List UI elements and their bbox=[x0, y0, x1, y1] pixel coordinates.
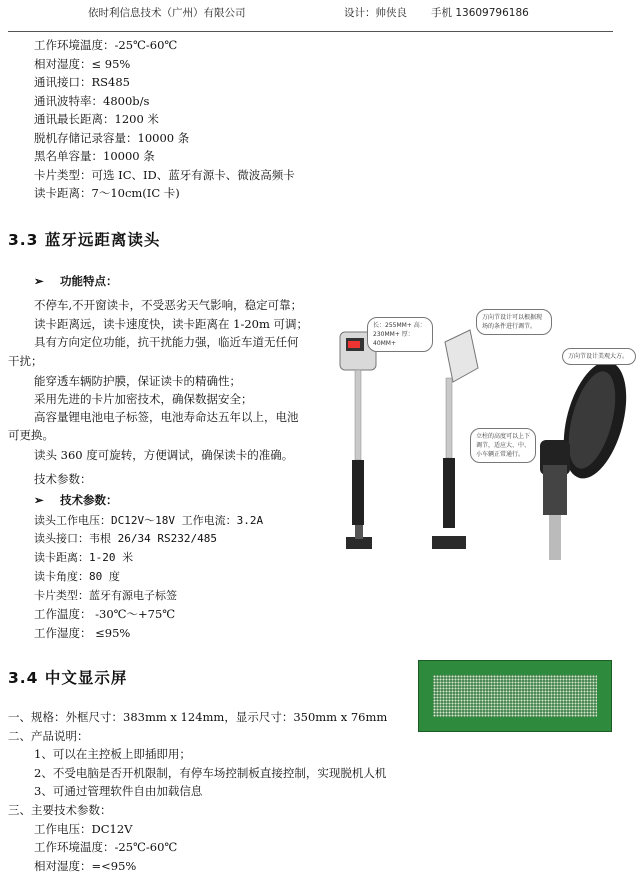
spec-line: 脱机存储记录容量：10000 条 bbox=[34, 131, 190, 145]
display-spec-line: 3、可通过管理软件自由加载信息 bbox=[34, 784, 203, 798]
spec-line: 通讯接口：RS485 bbox=[34, 75, 130, 89]
lcd-dot-matrix bbox=[433, 675, 597, 717]
spec-line: 通讯最长距离：1200 米 bbox=[34, 112, 159, 126]
spec-line: 读卡距离：7～10cm(IC 卡) bbox=[34, 186, 180, 200]
feature-line: 可更换。 bbox=[8, 428, 54, 442]
params-heading bbox=[34, 492, 118, 508]
lcd-display-photo bbox=[418, 660, 612, 732]
feature-line: 能穿透车辆防护膜，保证读卡的精确性； bbox=[34, 374, 241, 388]
feature-line: 高容量锂电池电子标签，电池寿命达五年以上，电池 bbox=[34, 410, 299, 424]
callout-size: 长：255MM+ 高：230MM+ 厚：40MM+ bbox=[367, 317, 433, 352]
feature-line: 采用先进的卡片加密技术，确保数据安全； bbox=[34, 392, 253, 406]
display-spec-line: 相对湿度：=<95% bbox=[34, 859, 137, 873]
param-line: 卡片类型：蓝牙有源电子标签 bbox=[34, 589, 177, 602]
params-title: 技术参数： bbox=[60, 493, 118, 507]
spec-line: 工作环境温度：-25℃-60℃ bbox=[34, 38, 178, 52]
feature-line: 干扰； bbox=[8, 354, 43, 368]
feature-line: 技术参数： bbox=[34, 472, 92, 486]
callout-angle: 万向节设计可以根据现场的条件进行调节。 bbox=[476, 309, 552, 335]
feature-line: 不停车,不开窗读卡，不受恶劣天气影响，稳定可靠； bbox=[34, 298, 303, 312]
features-heading bbox=[34, 273, 118, 289]
header-designer: 设计：帅侠良 bbox=[344, 7, 407, 19]
display-spec-line: 三、主要技术参数： bbox=[8, 803, 112, 817]
display-spec-line: 2、不受电脑是否开机限制，有停车场控制板直接控制，实现脱机人机 bbox=[34, 766, 387, 780]
spec-line: 黑名单容量：10000 条 bbox=[34, 149, 155, 163]
display-spec-line: 一、规格：外框尺寸：383mm x 124mm，显示尺寸：350mm x 76mm bbox=[8, 710, 388, 724]
arrow-bullet-icon: ➢ bbox=[34, 274, 44, 288]
param-line: 工作湿度： ≤95% bbox=[34, 626, 131, 640]
feature-line: 具有方向定位功能，抗干扰能力强，临近车道无任何 bbox=[34, 335, 299, 349]
arrow-bullet-icon: ➢ bbox=[34, 493, 44, 507]
section-title-3-4: 3.4 中文显示屏 bbox=[8, 669, 128, 687]
header-phone: 手机 13609796186 bbox=[431, 7, 529, 19]
features-title: 功能特点： bbox=[60, 274, 118, 288]
spec-line: 通讯波特率：4800b/s bbox=[34, 94, 150, 108]
header-divider bbox=[8, 31, 613, 32]
display-spec-line: 1、可以在主控板上即插即用； bbox=[34, 747, 191, 761]
feature-line: 读卡距离远，读卡速度快，读卡距离在 1-20m 可调； bbox=[34, 317, 309, 331]
param-line: 读卡角度：80 度 bbox=[34, 570, 120, 583]
param-line: 读卡距离：1-20 米 bbox=[34, 551, 134, 564]
param-line: 读头接口：韦根 26/34 RS232/485 bbox=[34, 532, 217, 545]
section-title-3-3: 3.3 蓝牙远距离读头 bbox=[8, 231, 161, 249]
header-company: 依时利信息技术（广州）有限公司 bbox=[88, 7, 246, 19]
spec-line: 相对湿度：≤ 95% bbox=[34, 57, 131, 71]
param-line: 工作温度： -30℃～+75℃ bbox=[34, 607, 176, 621]
feature-line: 读头 360 度可旋转，方便调试，确保读卡的准确。 bbox=[34, 448, 294, 462]
callout-gimbal: 万向节设计美观大方。 bbox=[562, 348, 636, 365]
callout-pole: 立柱的高度可以上下调节，适应大、中、小车辆正常通行。 bbox=[470, 428, 536, 463]
spec-line: 卡片类型：可选 IC、ID、蓝牙有源卡、微波高频卡 bbox=[34, 168, 295, 182]
display-spec-line: 工作环境温度：-25℃-60℃ bbox=[34, 840, 178, 854]
display-spec-line: 工作电压：DC12V bbox=[34, 822, 133, 836]
param-line: 读头工作电压：DC12V～18V 工作电流：3.2A bbox=[34, 514, 264, 527]
display-spec-line: 二、产品说明： bbox=[8, 729, 89, 743]
